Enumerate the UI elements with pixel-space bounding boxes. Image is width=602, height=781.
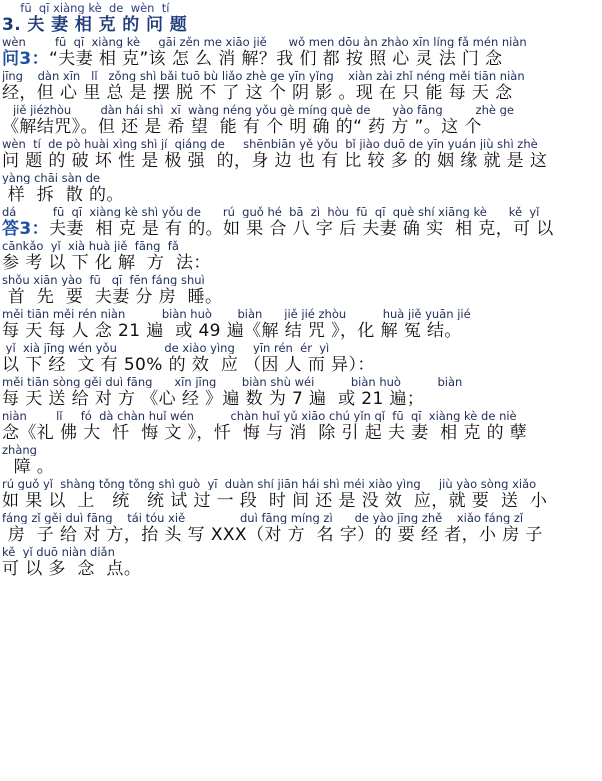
- question-line: [2, 36, 596, 70]
- question-line: [2, 70, 596, 104]
- hanzi-line: 障 。: [2, 457, 55, 477]
- hanzi-line: 问 题 的 破 坏 性 是 极 强 的，身 边 也 有 比 较 多 的 姻 缘 就 是 这: [2, 151, 548, 171]
- hanzi-text: “夫妻 相 克”该 怎 么 消 解？我 们 都 按 照 心 灵 法 门 念: [49, 49, 503, 69]
- pinyin-line: yàng chāi sàn de: [2, 172, 100, 184]
- hanzi-line: [2, 49, 596, 70]
- question-tag: 问3：: [2, 49, 50, 69]
- hanzi-line: 如 果 以 上 统 统 试 过 一 段 时 间 还 是 没 效 应，就 要 送 小: [2, 491, 548, 511]
- hanzi-line: [2, 219, 596, 240]
- pinyin-line: rú guǒ yǐ shàng tǒng tǒng shì guò yī duàn shí jiān hái shì méi xiào yìng jiù yào sòng xiǎo: [2, 478, 537, 490]
- hanzi-line: 念《礼 佛 大 忏 悔 文 》，忏 悔 与 消 除 引 起 夫 妻 相 克 的 孽: [2, 423, 528, 443]
- answer-line: [2, 376, 596, 410]
- question-line: [2, 172, 596, 206]
- pinyin-line: yǐ xià jīng wén yǒu de xiào yìng yīn rén ér yì: [2, 342, 330, 354]
- answer-tag: 答3：: [2, 219, 50, 239]
- hanzi-line: 经，但 心 里 总 是 摆 脱 不 了 这 个 阴 影 。现 在 只 能 每 天 念: [2, 83, 513, 103]
- title-block: [2, 2, 596, 36]
- hanzi-line: 可 以 多 念 点。: [2, 559, 142, 579]
- hanzi-line: 以 下 经 文 有 50% 的 效 应 （因 人 而 异）：: [2, 355, 375, 375]
- pinyin-line: měi tiān měi rén niàn biàn huò biàn jiě jié zhòu huà jiě yuān jié: [2, 308, 471, 320]
- page-title: 3. 夫 妻 相 克 的 问 题: [2, 15, 188, 35]
- pinyin-line: wèn tí de pò huài xìng shì jí qiáng de shēnbiān yě yǒu bǐ jiào duō de yīn yuán jiù shì zhè: [2, 138, 538, 150]
- hanzi-line: 房 子 给 对 方，抬 头 写 XXX（对 方 名 字）的 要 经 者，小 房 子: [2, 525, 543, 545]
- pinyin-line: shǒu xiān yào fū qī fēn fáng shuì: [2, 274, 205, 286]
- hanzi-text: 夫妻 相 克 是 有 的。如 果 合 八 字 后 夫妻 确 实 相 克，可 以: [49, 219, 554, 239]
- answer-line: [2, 410, 596, 444]
- answer-line: [2, 206, 596, 240]
- hanzi-line: 参 考 以 下 化 解 方 法：: [2, 253, 211, 273]
- pinyin-line: cānkǎo yǐ xià huà jiě fāng fǎ: [2, 240, 179, 252]
- pinyin-line: wèn fū qī xiàng kè gāi zěn me xiāo jiě wǒ men dōu àn zhào xīn líng fǎ mén niàn: [2, 36, 527, 48]
- answer-line: [2, 274, 596, 308]
- answer-line: [2, 546, 596, 580]
- hanzi-line: 每 天 每 人 念 21 遍 或 49 遍《解 结 咒 》，化 解 冤 结。: [2, 321, 462, 341]
- pinyin-line: měi tiān sòng gěi duì fāng xīn jīng biàn shù wéi biàn huò biàn: [2, 376, 463, 388]
- question-line: [2, 104, 596, 138]
- answer-line: [2, 308, 596, 342]
- answer-line: [2, 512, 596, 546]
- answer-line: [2, 478, 596, 512]
- title-pinyin: fū qī xiàng kè de wèn tí: [2, 2, 170, 14]
- answer-line: [2, 342, 596, 376]
- pinyin-line: jīng dàn xīn lǐ zǒng shì bǎi tuō bù liǎo zhè ge yīn yǐng xiàn zài zhǐ néng měi tiān niàn: [2, 70, 525, 82]
- pinyin-line: fáng zǐ gěi duì fāng tái tóu xiě duì fāng míng zì de yào jīng zhě xiǎo fáng zǐ: [2, 512, 524, 524]
- answer-section: [2, 206, 596, 580]
- question-section: [2, 36, 596, 206]
- answer-line: [2, 240, 596, 274]
- hanzi-line: 每 天 送 给 对 方 《心 经 》遍 数 为 7 遍 或 21 遍；: [2, 389, 425, 409]
- hanzi-line: 《解结咒》。但 还 是 希 望 能 有 个 明 确 的“ 药 方 ”。这 个: [2, 117, 482, 137]
- hanzi-line: 首 先 要 夫妻 分 房 睡。: [2, 287, 223, 307]
- hanzi-line: 样 拆 散 的。: [2, 185, 124, 205]
- pinyin-line: niàn lǐ fó dà chàn huǐ wén chàn huǐ yǔ xiāo chú yǐn qǐ fū qī xiàng kè de niè: [2, 410, 517, 422]
- pinyin-line: dá fū qī xiàng kè shì yǒu de rú guǒ hé bā zì hòu fū qī què shí xiāng kè kě yǐ: [2, 206, 540, 218]
- pinyin-line: jiě jiézhòu dàn hái shì xī wàng néng yǒu gè míng què de yào fāng zhè ge: [2, 104, 514, 116]
- answer-line: [2, 444, 596, 478]
- pinyin-line: zhàng: [2, 444, 37, 456]
- pinyin-line: kě yǐ duō niàn diǎn: [2, 546, 115, 558]
- question-line: [2, 138, 596, 172]
